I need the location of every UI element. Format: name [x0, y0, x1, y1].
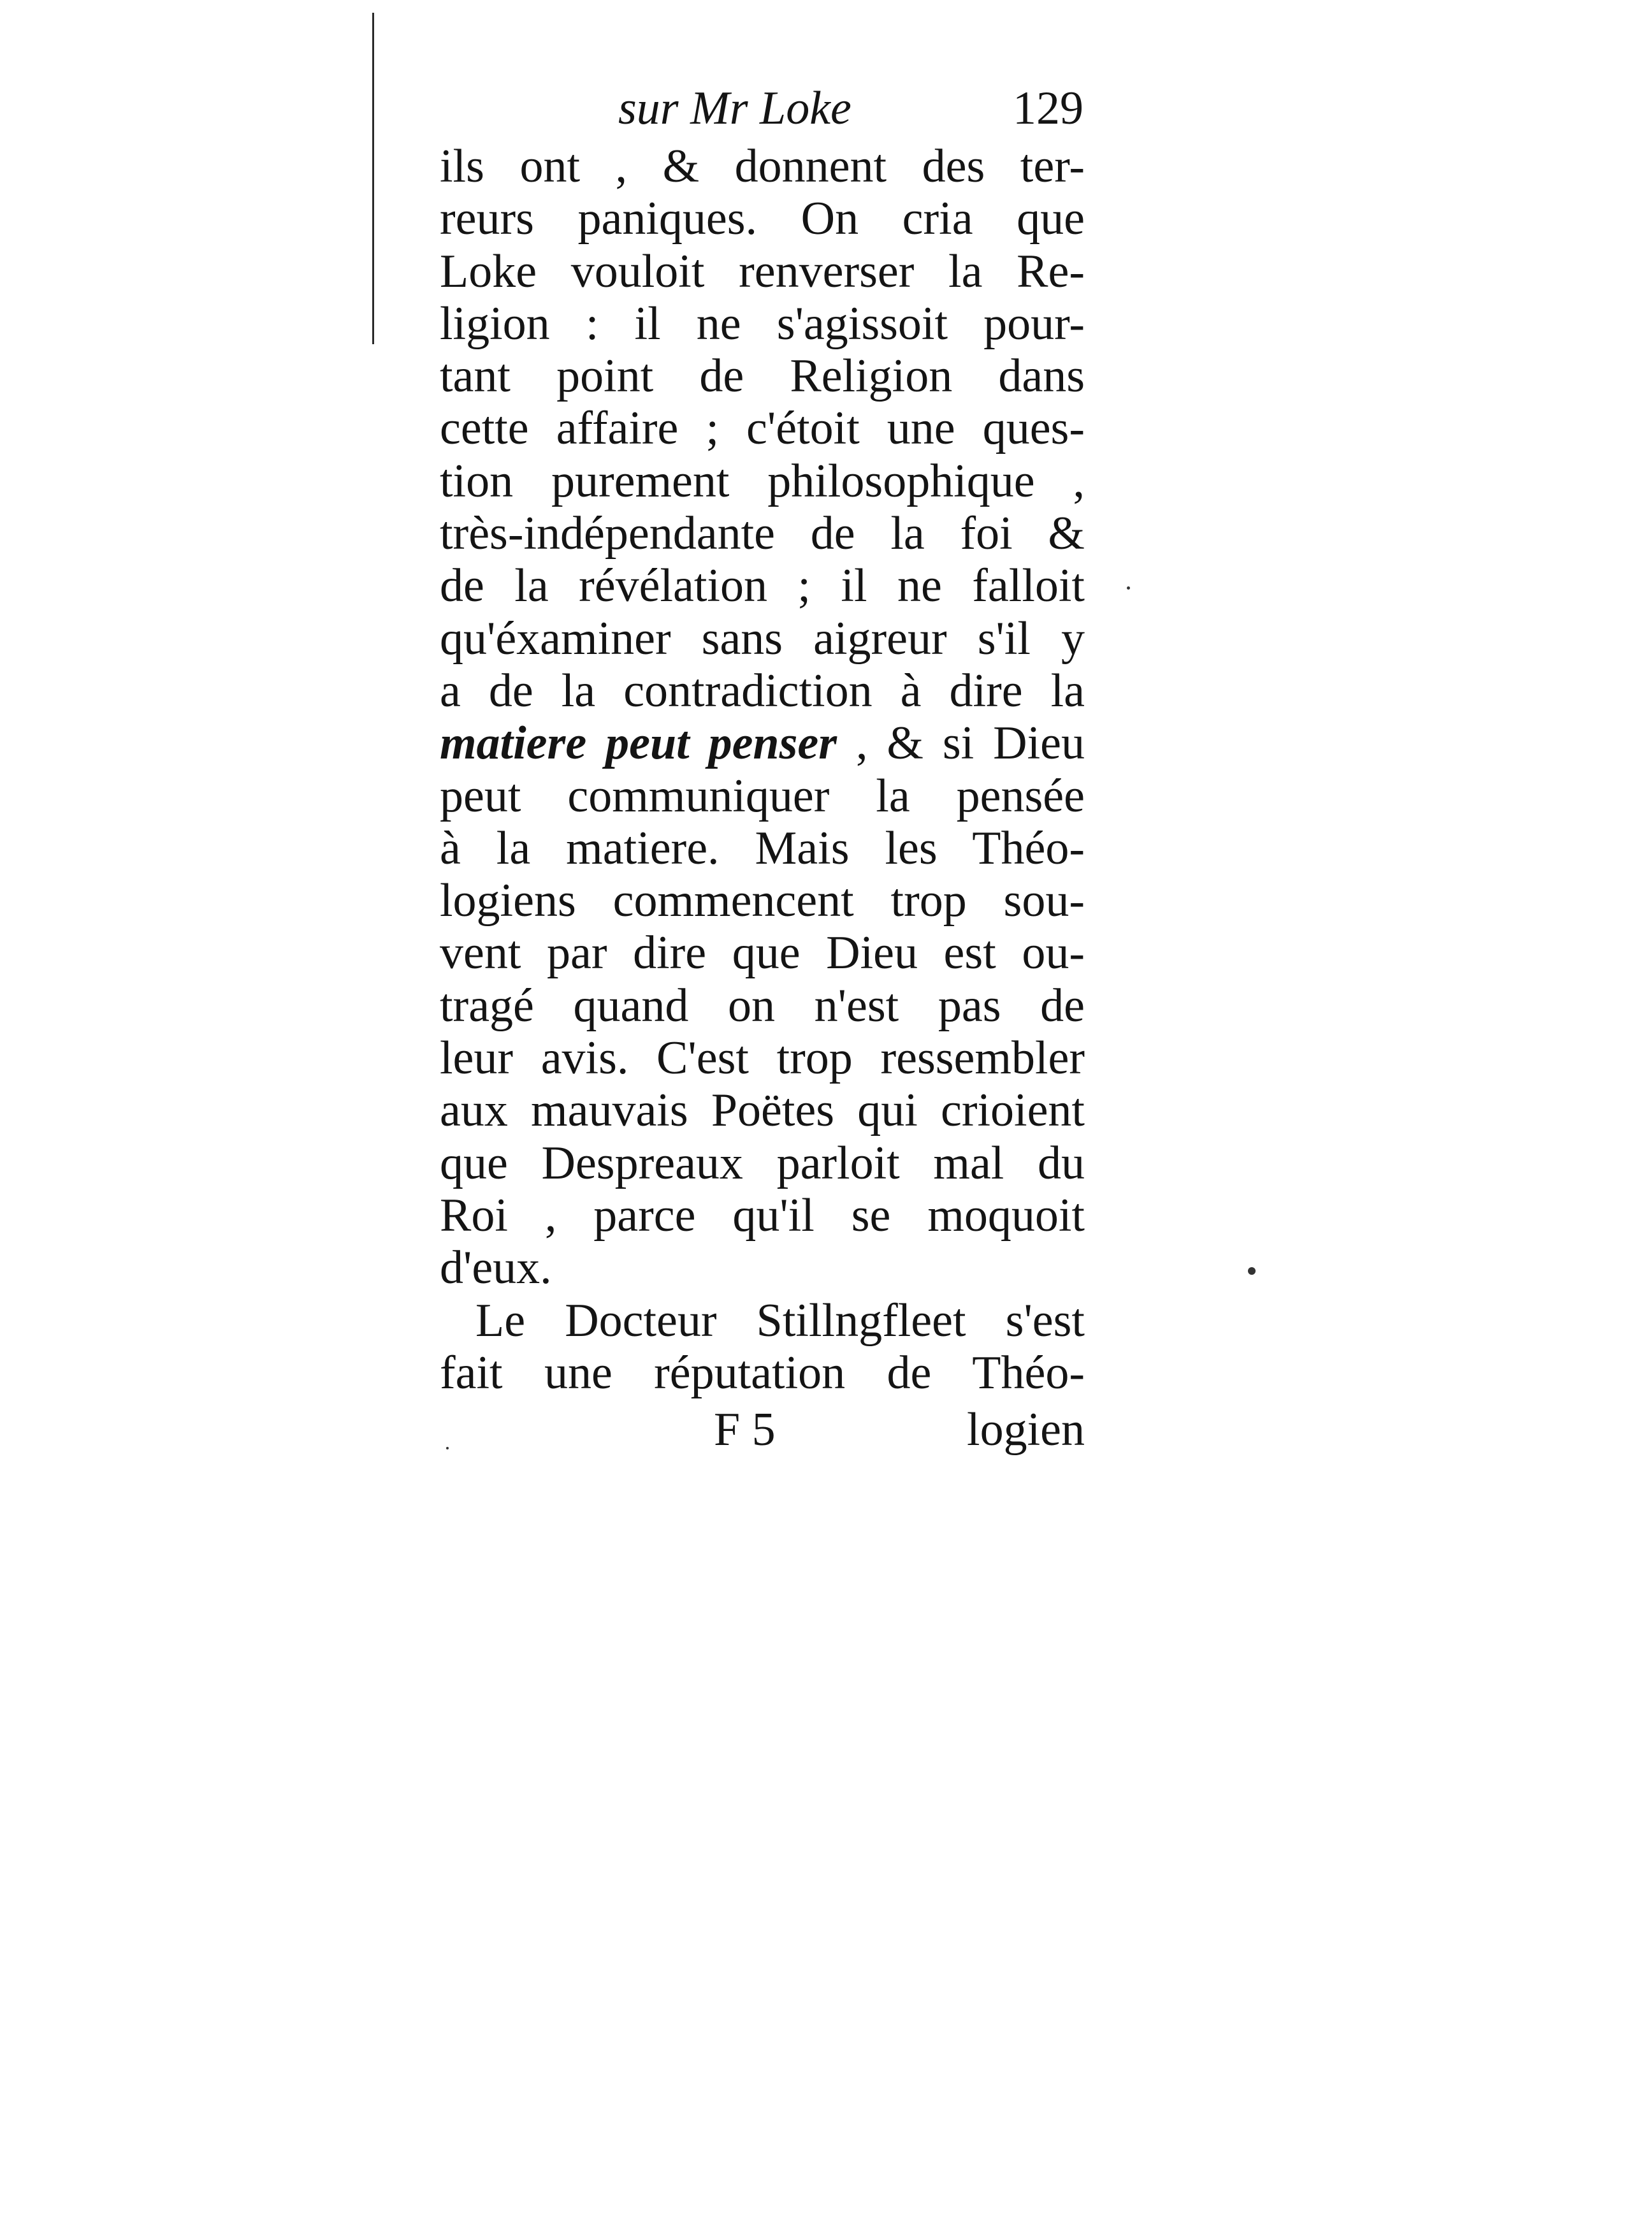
text-line: tion purement philosophique , [440, 454, 1085, 507]
page-footer [440, 1395, 1085, 1465]
text-line: tragé quand on n'est pas de [440, 979, 1085, 1032]
body-text [440, 140, 1085, 1399]
text-line: Loke vouloit renverser la Re- [440, 245, 1085, 298]
page-number: 129 [1013, 82, 1083, 134]
text-line: ligion : il ne s'agissoit pour- [440, 297, 1085, 350]
text-line: vent par dire que Dieu est ou- [440, 927, 1085, 980]
italic-phrase: matiere peut penser [440, 717, 837, 770]
text-line: reurs paniques. On cria que [440, 192, 1085, 245]
text-line: très-indépendante de la foi & [440, 507, 1085, 560]
ink-speck [1248, 1267, 1256, 1275]
text-line: de la révélation ; il ne falloit [440, 560, 1085, 613]
ink-speck [446, 1447, 449, 1449]
text-line: d'eux. [440, 1242, 552, 1295]
line-remainder: , & si Dieu [837, 717, 1085, 770]
text-line-italic [440, 717, 1085, 769]
text-line: tant point de Religion dans [440, 350, 1085, 403]
text-line: qu'éxaminer sans aigreur s'il y [440, 612, 1085, 665]
text-line: à la matiere. Mais les Théo- [440, 822, 1085, 875]
text-line: cette affaire ; c'étoit une ques- [440, 402, 1085, 455]
text-line: logiens commencent trop sou- [440, 875, 1085, 927]
text-line: leur avis. C'est trop ressembler [440, 1032, 1085, 1085]
text-line: fait une réputation de Théo- [440, 1346, 1085, 1399]
text-line: Roi , parce qu'il se moquoit [440, 1189, 1085, 1242]
paragraph-start-line: Le Docteur Stillngfleet s'est [475, 1294, 1085, 1347]
page-header [446, 73, 1083, 143]
text-line: ils ont , & donnent des ter- [440, 140, 1085, 192]
text-line: aux mauvais Poëtes qui crioient [440, 1084, 1085, 1137]
ink-speck [1127, 586, 1130, 590]
signature-mark: F 5 [714, 1404, 776, 1456]
text-line: a de la contradiction à dire la [440, 664, 1085, 717]
text-line: que Despreaux parloit mal du [440, 1136, 1085, 1189]
binding-edge-line [372, 13, 374, 344]
running-title: sur Mr Loke [618, 82, 851, 134]
text-line: peut communiquer la pensée [440, 769, 1085, 822]
catchword: logien [967, 1404, 1085, 1456]
